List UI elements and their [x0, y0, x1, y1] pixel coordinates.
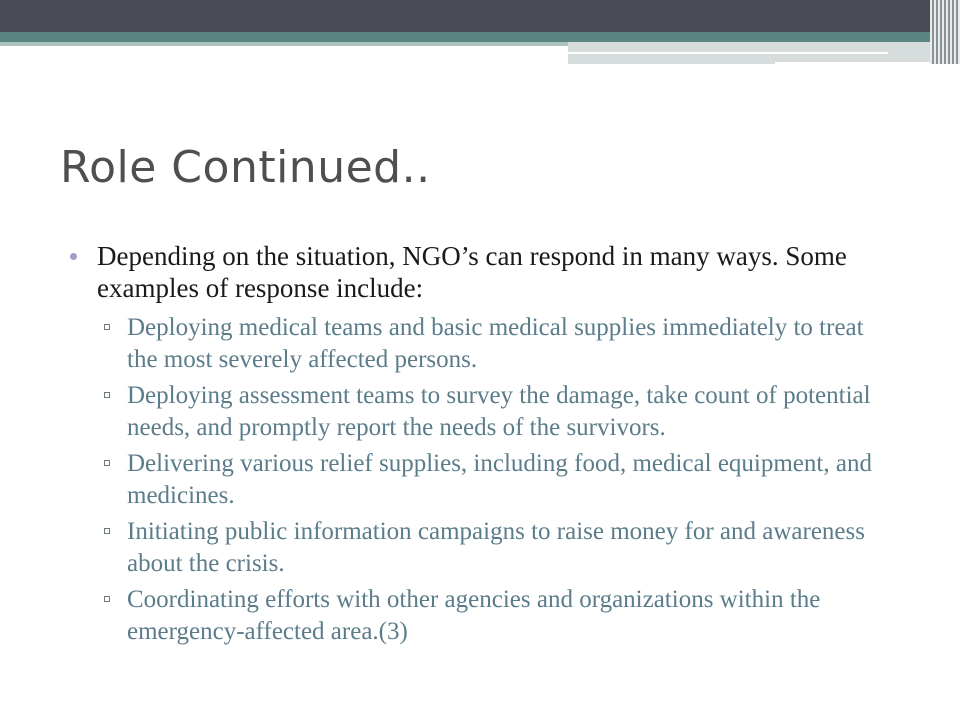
square-bullet-icon: [104, 596, 110, 602]
round-bullet-icon: [70, 253, 77, 260]
square-bullet-icon: [104, 460, 110, 466]
main-bullet-text: Depending on the situation, NGO’s can respond in many ways. Some examples of response include:: [97, 241, 847, 303]
square-bullet-icon: [104, 324, 110, 330]
sub-bullet-text: Delivering various relief supplies, including food, medical equipment, and medicines.: [127, 450, 872, 509]
square-bullet-icon: [104, 392, 110, 398]
slide-body: [70, 240, 900, 652]
slide-title: Role Continued..: [60, 142, 431, 193]
sub-bullet-text: Initiating public information campaigns to raise money for and awareness about the crisis.: [127, 518, 865, 577]
header-light-band: [0, 42, 568, 46]
header-teal-band: [0, 32, 960, 42]
sub-bullet-list: [70, 312, 900, 648]
sub-bullet-item: [70, 312, 900, 376]
sub-bullet-text: Deploying medical teams and basic medical supplies immediately to treat the most severely affected persons.: [127, 314, 864, 373]
sub-bullet-item: [70, 516, 900, 580]
main-bullet: [70, 240, 900, 304]
square-bullet-icon: [104, 528, 110, 534]
header-dark-band: [0, 0, 960, 32]
sub-bullet-item: [70, 380, 900, 444]
sub-bullet-text: Coordinating efforts with other agencies and organizations within the emergency-affected area.(3): [127, 586, 821, 645]
header-stripes-decoration: [930, 0, 960, 64]
header-gray-line: [568, 52, 888, 54]
sub-bullet-item: [70, 584, 900, 648]
sub-bullet-text: Deploying assessment teams to survey the damage, take count of potential needs, and promptly report the needs of the survivors.: [127, 382, 871, 441]
sub-bullet-item: [70, 448, 900, 512]
